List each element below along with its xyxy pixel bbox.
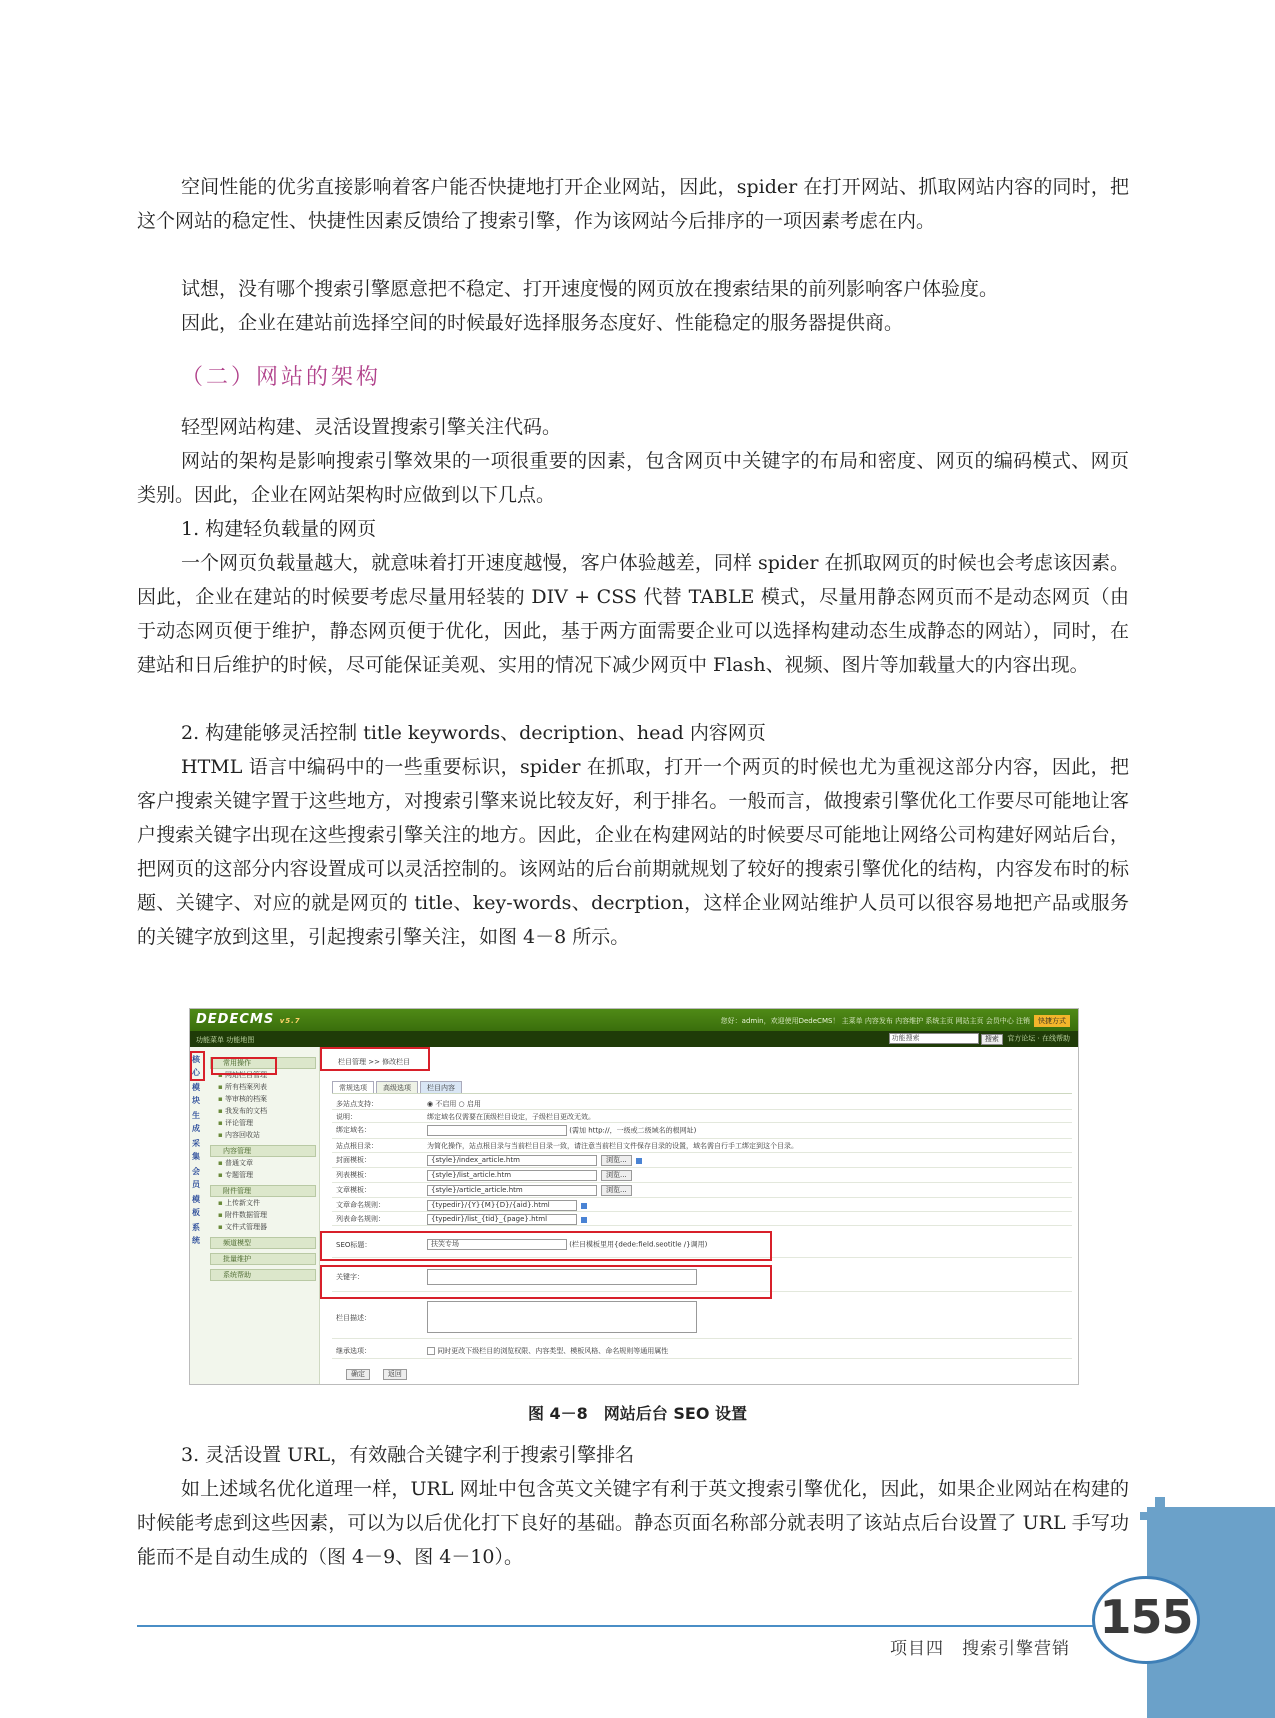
cms-main <box>322 1047 1079 1385</box>
section-heading: （二）网站的架构 <box>181 365 382 390</box>
breadcrumb: 栏目管理 >> 修改栏目 <box>338 1058 411 1066</box>
bullet-icon: ▪ <box>218 1159 225 1167</box>
bullet-icon: ▪ <box>218 1095 225 1103</box>
row-cover-template: 封面模板： {style}/index_article.htm 浏览... <box>332 1153 1072 1168</box>
row-list-rule: 列表命名规则： {typedir}/list_{tid}_{page}.html <box>332 1212 1072 1226</box>
vertical-tab-char[interactable]: 模 <box>192 1083 200 1092</box>
menu-item[interactable] <box>210 1169 316 1181</box>
paragraph-8: 如上述域名优化道理一样，URL 网址中包含英文关键字有利于英文搜索引擎优化，因此，如果企业网站在构建的时候能考虑到这些因素，可以为以后优化打下良好的基础。静态页面名称部分就表明了该站点后台设置了 URL 手写功能而不是自动生成的（图 4－9、图 4－10）。 <box>137 1478 1129 1568</box>
quick-button[interactable]: 快捷方式 <box>1034 1015 1070 1027</box>
multisite-radio[interactable]: ◉ 不启用 ○ 启用 <box>427 1100 481 1108</box>
form-actions <box>342 1369 407 1380</box>
menu-item-label: 我发布的文档 <box>224 1107 267 1115</box>
seo-title-input[interactable]: 扶笑专场 <box>427 1239 567 1250</box>
vertical-tab-char[interactable]: 成 <box>192 1124 200 1133</box>
menu-item[interactable] <box>210 1105 316 1117</box>
menu-item-label: 所有档案列表 <box>224 1083 267 1091</box>
subheading-1: 1. 构建轻负载量的网页 <box>181 518 377 540</box>
highlight-core-tab <box>190 1051 205 1081</box>
menu-item-label: 内容回收站 <box>224 1131 260 1139</box>
menu-item-label: 专题管理 <box>224 1171 253 1179</box>
bullet-icon: ▪ <box>218 1071 225 1079</box>
bullet-icon: ▪ <box>218 1107 225 1115</box>
menu-item[interactable] <box>210 1209 316 1221</box>
tab-advanced[interactable]: 高级选项 <box>376 1081 418 1094</box>
paragraph-7: HTML 语言中编码中的一些重要标识，spider 在抓取，打开一个两页的时候也尤为重视这部分内容，因此，把客户搜索关键字置于这些地方，对搜索引擎来说比较友好，利于排名。一般而言，做搜索引擎优化工作要尽可能地让客户搜索关键字出现在这些搜索引擎关注的地方。因此，企业在构建网站的时候要尽可能地让网络公司构建好网站后台，把网页的这部分内容设置成可以灵活控制的。该网站的后台前期就规划了较好的搜索引擎优化的结构，内容发布时的标题、关键字、对应的就是网页的 title、key-words、decrption，这样企业网站维护人员可以很容易地把产品或服务的关键字放到这里，引起搜索引擎关注，如图 4－8 所示。 <box>137 756 1129 948</box>
bullet-icon: ▪ <box>218 1119 225 1127</box>
browse-button[interactable]: 浏览... <box>601 1185 632 1196</box>
menu-item-label: 附件数据管理 <box>224 1211 267 1219</box>
row-multisite: 多站点支持： ◉ 不启用 ○ 启用 <box>332 1097 1072 1110</box>
row-keywords: 关键字： <box>332 1262 1072 1292</box>
decor-square <box>1155 1497 1165 1507</box>
bullet-icon: ▪ <box>218 1223 225 1231</box>
paragraph-2: 试想，没有哪个搜索引擎愿意把不稳定、打开速度慢的网页放在搜索结果的前列影响客户体验度。 <box>181 278 999 300</box>
search-button[interactable]: 搜索 <box>981 1034 1003 1045</box>
paragraph-1: 空间性能的优劣直接影响着客户能否快捷地打开企业网站，因此，spider 在打开网站、抓取网站内容的同时，把这个网站的稳定性、快捷性因素反馈给了搜索引擎，作为该网站今后排序的一项因素考虑在内。 <box>137 176 1129 232</box>
toolbar-left[interactable]: 功能菜单 功能地图 <box>196 1036 255 1044</box>
highlight-column-manage <box>211 1057 277 1075</box>
vertical-tab-char[interactable]: 核 <box>192 1055 200 1064</box>
menu-item[interactable] <box>210 1221 316 1233</box>
vertical-tab-char[interactable]: 系 <box>192 1223 200 1232</box>
highlight-keywords <box>320 1265 772 1299</box>
highlight-seo-title <box>320 1231 772 1261</box>
cover-template-input[interactable]: {style}/index_article.htm <box>427 1155 597 1166</box>
vertical-tab-char[interactable]: 心 <box>192 1068 200 1077</box>
paragraph-4: 轻型网站构建、灵活设置搜索引擎关注代码。 <box>181 416 562 438</box>
menu-item-label: 上传新文件 <box>224 1199 260 1207</box>
vertical-tabs[interactable] <box>192 1053 206 1247</box>
list-rule-input[interactable]: {typedir}/list_{tid}_{page}.html <box>427 1214 577 1225</box>
paragraph-5: 网站的架构是影响搜索引擎效果的一项很重要的因素，包含网页中关键字的布局和密度、网页的编码模式、网页类别。因此，企业在网站架构时应做到以下几点。 <box>137 450 1129 506</box>
menu-item[interactable] <box>210 1081 316 1093</box>
bullet-icon: ▪ <box>218 1083 225 1091</box>
menu-item-label: 评论管理 <box>224 1119 253 1127</box>
function-search-input[interactable]: 功能搜索 <box>889 1033 979 1044</box>
vertical-tab-char[interactable]: 集 <box>192 1152 200 1161</box>
vertical-tab-char[interactable]: 块 <box>192 1096 200 1105</box>
edit-icon[interactable] <box>636 1158 642 1164</box>
ok-button[interactable]: 确定 <box>346 1369 370 1380</box>
form-table <box>332 1093 1072 1094</box>
toolbar-links[interactable]: 官方论坛 · 在线帮助 <box>1007 1034 1070 1043</box>
figure-caption: 图 4－8 网站后台 SEO 设置 <box>527 1404 748 1423</box>
description-textarea[interactable] <box>427 1301 697 1333</box>
menu-group[interactable]: 批量维护 <box>210 1253 316 1265</box>
cms-header <box>190 1009 1078 1031</box>
page-number: 155 <box>1099 1590 1193 1644</box>
menu-item-label: 文件式管理器 <box>224 1223 267 1231</box>
tab-content[interactable]: 栏目内容 <box>420 1081 462 1094</box>
menu-item[interactable] <box>210 1129 316 1141</box>
bullet-icon: ▪ <box>218 1171 225 1179</box>
footer-rule <box>137 1625 1097 1627</box>
vertical-tab-char[interactable]: 模 <box>192 1195 200 1204</box>
footer-chapter: 项目四 搜索引擎营销 <box>890 1639 1070 1659</box>
vertical-tab-char[interactable]: 会 <box>192 1167 200 1176</box>
row-inherit: 继承选项： 同时更改下级栏目的浏览权限、内容类型、模板风格、命名规则等通用属性 <box>332 1341 1072 1359</box>
menu-item[interactable] <box>210 1157 316 1169</box>
cms-toolbar <box>190 1031 1078 1047</box>
menu-item-label: 普通文章 <box>224 1159 253 1167</box>
paragraph-3: 因此，企业在建站前选择空间的时候最好选择服务态度好、性能稳定的服务器提供商。 <box>181 312 904 334</box>
row-root: 站点根目录： 为简化操作，站点根目录与当前栏目目录一致，请注意当前栏目文件保存目录的设置，域名需自行手工绑定到这个目录。 <box>332 1139 1072 1153</box>
subheading-2: 2. 构建能够灵活控制 title keywords、decription、head 内容网页 <box>181 722 766 744</box>
tab-general[interactable]: 常规选项 <box>332 1081 374 1094</box>
row-description: 栏目描述： <box>332 1297 1072 1339</box>
article-rule-input[interactable]: {typedir}/{Y}{M}{D}/{aid}.html <box>427 1200 577 1211</box>
menu-item-label: 网站栏目管理 <box>224 1071 267 1079</box>
highlight-breadcrumb <box>320 1047 430 1071</box>
sidebar-menu[interactable] <box>210 1053 316 1281</box>
bullet-icon: ▪ <box>218 1199 225 1207</box>
domain-input[interactable] <box>427 1125 567 1136</box>
row-note: 说明： 绑定域名仅需要在顶级栏目设定，子级栏目更改无效。 <box>332 1110 1072 1123</box>
menu-group[interactable]: 常用操作 <box>210 1057 316 1069</box>
subheading-3: 3. 灵活设置 URL，有效融合关键字利于搜索引擎排名 <box>181 1444 635 1466</box>
menu-group[interactable]: 系统帮助 <box>210 1269 316 1281</box>
menu-group[interactable]: 频道模型 <box>210 1237 316 1249</box>
help-icon[interactable] <box>581 1203 587 1209</box>
row-seo-title: SEO标题： 扶笑专场 (栏目模板里用{dede:field.seotitle /}调用) <box>332 1232 1072 1258</box>
row-domain: 绑定域名： (需加 http://，一级或二级域名的根网址) <box>332 1123 1072 1139</box>
back-button[interactable]: 返回 <box>383 1369 407 1380</box>
menu-item-label: 等审核的档案 <box>224 1095 267 1103</box>
menu-group[interactable]: 内容管理 <box>210 1145 316 1157</box>
menu-group[interactable]: 附件管理 <box>210 1185 316 1197</box>
list-template-input[interactable]: {style}/list_article.htm <box>427 1170 597 1181</box>
row-article-template: 文章模板： {style}/article_article.htm 浏览... <box>332 1183 1072 1198</box>
vertical-tab-char[interactable]: 采 <box>192 1139 200 1148</box>
menu-item[interactable] <box>210 1197 316 1209</box>
browse-button[interactable]: 浏览... <box>601 1170 632 1181</box>
cms-logo: DEDECMS v5.7 <box>196 1012 301 1027</box>
help-icon[interactable] <box>581 1217 587 1223</box>
vertical-tab-char[interactable]: 员 <box>192 1180 200 1189</box>
vertical-tab-char[interactable]: 统 <box>192 1236 200 1245</box>
cms-top-nav[interactable]: 您好：admin，欢迎使用DedeCMS！ 主菜单 内容发布 内容维护 系统主页 网站主页 会员中心 注销 快捷方式 <box>721 1015 1070 1027</box>
browse-button[interactable]: 浏览... <box>601 1155 632 1166</box>
vertical-tab-char[interactable]: 生 <box>192 1111 200 1120</box>
menu-item[interactable] <box>210 1093 316 1105</box>
cms-screenshot <box>189 1008 1079 1385</box>
row-article-rule: 文章命名规则： {typedir}/{Y}{M}{D}/{aid}.html <box>332 1198 1072 1212</box>
menu-item[interactable] <box>210 1117 316 1129</box>
article-template-input[interactable]: {style}/article_article.htm <box>427 1185 597 1196</box>
vertical-tab-char[interactable]: 板 <box>192 1208 200 1217</box>
inherit-checkbox[interactable] <box>427 1347 435 1355</box>
bullet-icon: ▪ <box>218 1131 225 1139</box>
row-list-template: 列表模板： {style}/list_article.htm 浏览... <box>332 1168 1072 1183</box>
paragraph-6: 一个网页负载量越大，就意味着打开速度越慢，客户体验越差，同样 spider 在抓取网页的时候也会考虑该因素。因此，企业在建站的时候要考虑尽量用轻装的 DIV + CSS 代替 TABLE 模式，尽量用静态网页而不是动态网页（由于动态网页便于维护，静态网页便于优化，因此，基于两方面需要企业可以选择构建动态生成静态的网站），同时，在建站和日后维护的时候，尽可能保证美观、实用的情况下减少网页中 Flash、视频、图片等加载量大的内容出现。 <box>137 552 1129 676</box>
bullet-icon: ▪ <box>218 1211 225 1219</box>
